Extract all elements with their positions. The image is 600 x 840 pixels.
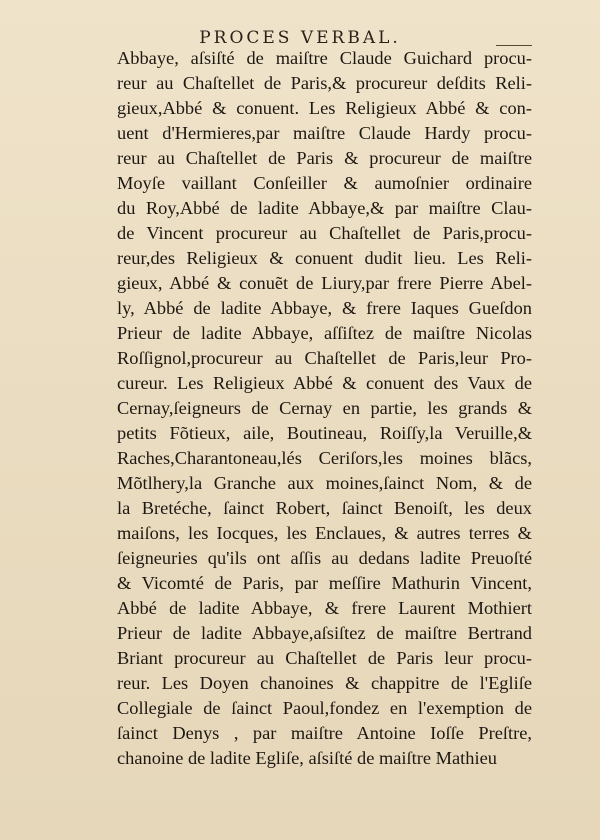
running-head: PROCES VERBAL.: [199, 28, 401, 48]
text-line: Cernay,ſeigneurs de Cernay en partie, les grands &: [117, 398, 532, 418]
text-line: ſeigneuries qu'ils ont aſſis au dedans ladite Preuoſté: [117, 548, 532, 568]
text-line: Prieur de ladite Abbaye, aſſiſtez de maiſtre Nicolas: [117, 323, 532, 343]
text-line: chanoine de ladite Egliſe, aſsiſté de maiſtre Mathieu: [117, 748, 497, 768]
text-line: Briant procureur au Chaſtellet de Paris leur procu-: [117, 648, 532, 668]
text-line: gieux, Abbé & conuẽt de Liury,par frere Pierre Abel-: [117, 273, 532, 293]
text-line: maiſons, les Iocques, les Enclaues, & autres terres &: [117, 523, 532, 543]
text-line: du Roy,Abbé de ladite Abbaye,& par maiſtre Clau-: [117, 198, 532, 218]
text-line: uent d'Hermieres,par maiſtre Claude Hardy procu-: [117, 123, 532, 143]
text-line: & Vicomté de Paris, par meſſire Mathurin Vincent,: [117, 573, 532, 593]
text-line: Collegiale de ſainct Paoul,fondez en l'exemption de: [117, 698, 532, 718]
text-line: petits Fõtieux, aile, Boutineau, Roiſſy,la Veruille,&: [117, 423, 532, 443]
text-line: de Vincent procureur au Chaſtellet de Paris,procu-: [117, 223, 532, 243]
text-line: la Bretéche, ſainct Robert, ſainct Benoiſt, les deux: [117, 498, 532, 518]
text-line: Raches,Charantoneau,lés Ceriſors,les moines blãcs,: [117, 448, 532, 468]
text-line: ly, Abbé de ladite Abbaye, & frere Iaques Gueſdon: [117, 298, 532, 318]
text-line: reur. Les Doyen chanoines & chappitre de l'Egliſe: [117, 673, 532, 693]
body-text: [117, 46, 532, 771]
text-line: reur au Chaſtellet de Paris,& procureur deſdits Reli-: [117, 73, 532, 93]
text-line: ſainct Denys , par maiſtre Antoine Ioſſe Preſtre,: [117, 723, 532, 743]
text-line: reur,des Religieux & conuent dudit lieu. Les Reli-: [117, 248, 532, 268]
text-line: Abbé de ladite Abbaye, & frere Laurent Mothiert: [117, 598, 532, 618]
text-line: reur au Chaſtellet de Paris & procureur de maiſtre: [117, 148, 532, 168]
text-line: Abbaye, aſsiſté de maiſtre Claude Guichard procu-: [117, 48, 532, 68]
text-line: Moyſe vaillant Conſeiller & aumoſnier ordinaire: [117, 173, 532, 193]
text-line: cureur. Les Religieux Abbé & conuent des Vaux de: [117, 373, 532, 393]
text-line: Roſſignol,procureur au Chaſtellet de Paris,leur Pro-: [117, 348, 532, 368]
text-line: Mõtlhery,la Granche aux moines,ſainct Nom, & de: [117, 473, 532, 493]
text-line: gieux,Abbé & conuent. Les Religieux Abbé & con-: [117, 98, 532, 118]
text-line: Prieur de ladite Abbaye,aſsiſtez de maiſtre Bertrand: [117, 623, 532, 643]
